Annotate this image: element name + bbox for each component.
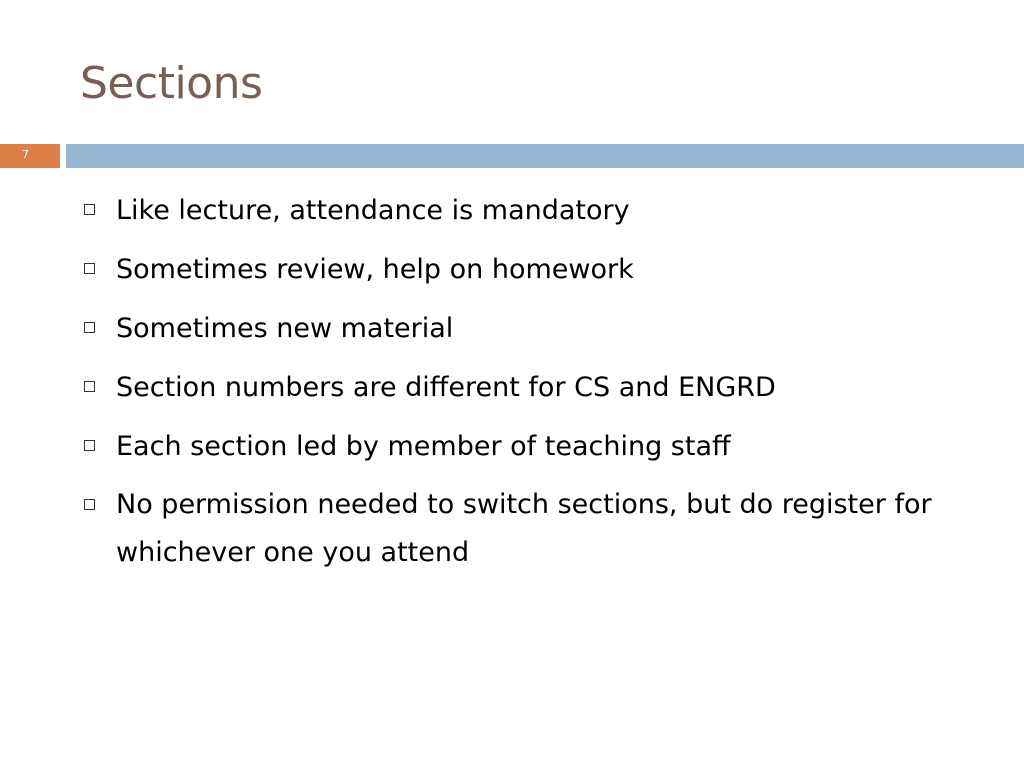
bullet-list bbox=[84, 186, 1004, 587]
bullet-item bbox=[84, 304, 1004, 353]
bullet-item bbox=[84, 186, 1004, 235]
square-bullet-icon bbox=[84, 204, 95, 215]
bullet-item bbox=[84, 245, 1004, 294]
header-divider-bar bbox=[66, 144, 1024, 168]
square-bullet-icon bbox=[84, 440, 95, 451]
bullet-text: No permission needed to switch sections, but do register for whichever one you attend bbox=[116, 489, 932, 568]
bullet-item bbox=[84, 481, 1004, 577]
slide-number-badge bbox=[0, 144, 60, 168]
bullet-item bbox=[84, 422, 1004, 471]
bullet-item bbox=[84, 363, 1004, 412]
bullet-text: Sometimes new material bbox=[116, 313, 454, 344]
square-bullet-icon bbox=[84, 322, 95, 333]
bullet-text: Each section led by member of teaching staff bbox=[116, 431, 731, 462]
square-bullet-icon bbox=[84, 263, 95, 274]
bullet-text: Section numbers are different for CS and ENGRD bbox=[116, 372, 776, 403]
square-bullet-icon bbox=[84, 381, 95, 392]
slide-title: Sections bbox=[80, 58, 263, 109]
square-bullet-icon bbox=[84, 499, 95, 510]
bullet-text: Sometimes review, help on homework bbox=[116, 254, 634, 285]
bullet-text: Like lecture, attendance is mandatory bbox=[116, 195, 630, 226]
slide-number: 7 bbox=[22, 148, 29, 161]
